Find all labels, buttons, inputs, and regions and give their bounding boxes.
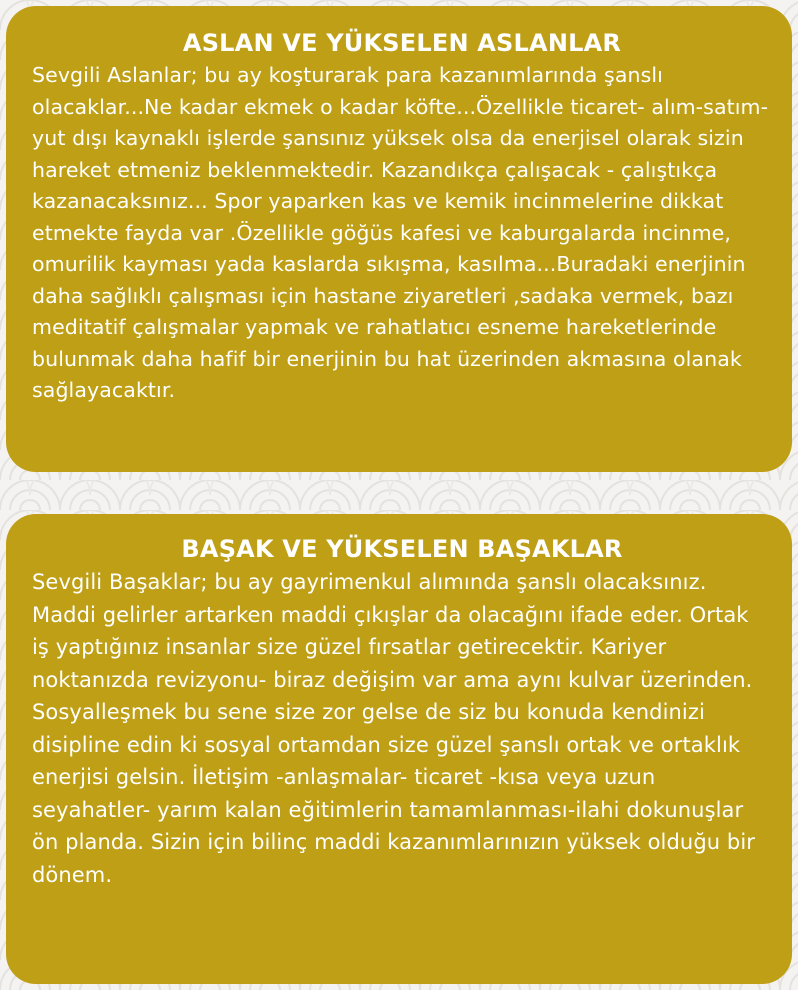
basak-section-body: Sevgili Başaklar; bu ay gayrimenkul alımında şanslı olacaksınız. Maddi gelirler artarken maddi çıkışlar da olacağını ifade eder. Ortak iş yaptığınız insanlar size güzel fırsatlar getirecektir. Kariyer noktanızda revizyonu- biraz değişim var ama aynı kulvar üzerinden. Sosyalleşmek bu sene size zor gelse de siz bu konuda kendinizi disipline edin ki sosyal ortamdan size güzel şanslı ortak ve ortaklık enerjisi gelsin. İletişim -anlaşmalar- ticaret -kısa veya uzun seyahatler- yarım kalan eğitimlerin tamamlanması-ilahi dokunuşlar ön planda. Sizin için bilinç maddi kazanımlarınızın yüksek olduğu bir dönem. bbox=[32, 570, 756, 887]
aslan-section-title: ASLAN VE YÜKSELEN ASLANLAR bbox=[182, 29, 622, 57]
aslan-section-body: Sevgili Aslanlar; bu ay koşturarak para kazanımlarında şanslı olacaklar...Ne kadar ekmek o kadar köfte...Özellikle ticaret- alım-satım- yut dışı kaynaklı işlerde şansınız yüksek olsa da enerjisel olarak sizin hareket etmeniz beklenmektedir. Kazandıkça çalışacak - çalıştıkça kazanacaksınız... Spor yaparken kas ve kemik incinmelerine dikkat etmekte fayda var .Özellikle göğüs kafesi ve kaburgalarda incinme, omurilik kayması yada kaslarda sıkışma, kasılma...Buradaki enerjinin daha sağlıklı çalışması için hastane ziyaretleri ,sadaka vermek, bazı meditatif çalışmalar yapmak ve rahatlatıcı esneme hareketlerinde bulunmak daha hafif bir enerjinin bu hat üzerinden akmasına olanak sağlayacaktır. bbox=[32, 63, 769, 402]
basak-section-title: BAŞAK VE YÜKSELEN BAŞAKLAR bbox=[181, 535, 623, 563]
basak-horoscope-card bbox=[6, 514, 792, 984]
aslan-horoscope-card bbox=[6, 6, 792, 472]
